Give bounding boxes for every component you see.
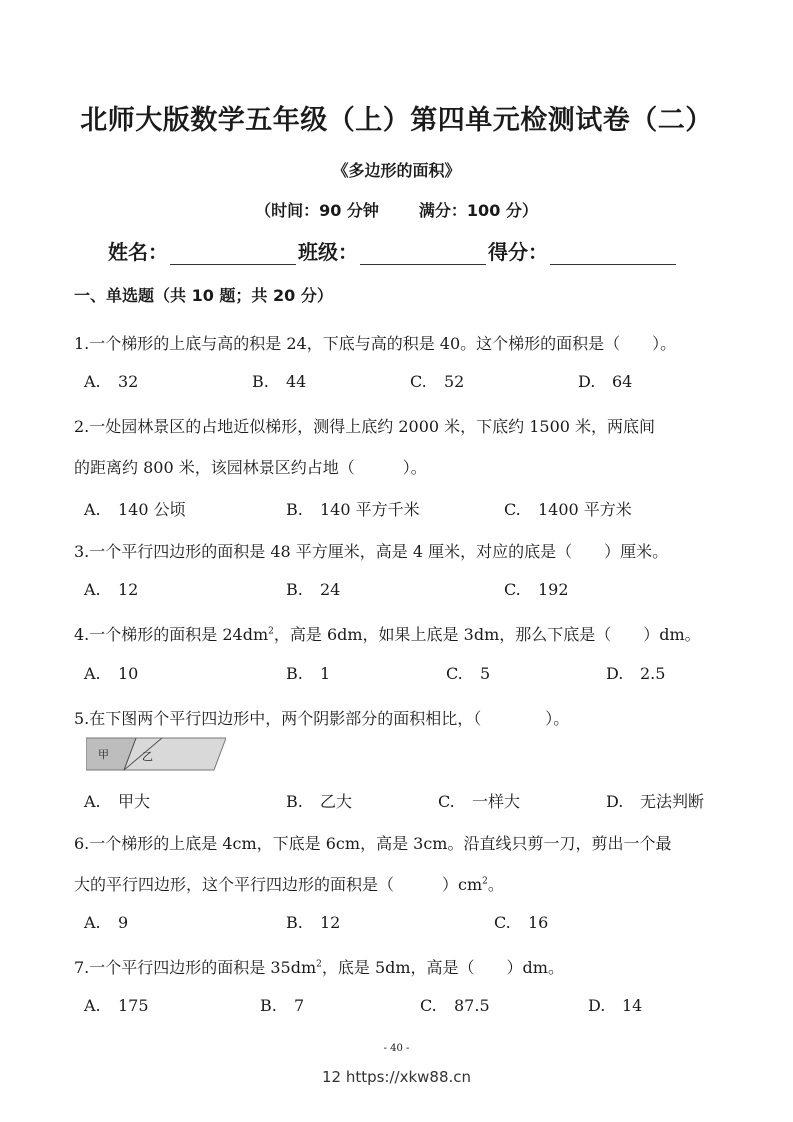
question-3: 3.一个平行四边形的面积是 48 平方厘米，高是 4 厘米，对应的底是（ ）厘米。 [74, 542, 669, 561]
question-4: 4.一个梯形的面积是 $24dm^2$，高是 6dm，如果上底是 3dm，那么下底是（ ）dm。 [74, 625, 701, 644]
figure-label-yi: 乙 [142, 750, 153, 763]
q1-option-a[interactable]: A. 32 [84, 372, 139, 391]
q1-option-b[interactable]: B. 44 [252, 372, 307, 391]
section-heading: 一、单选题（共 10 题；共 20 分） [74, 286, 333, 305]
q6-option-a[interactable]: A. 9 [84, 913, 129, 932]
student-info-line [108, 236, 678, 265]
name-blank[interactable] [170, 244, 296, 265]
q3-option-c[interactable]: C. 192 [504, 580, 569, 599]
class-label: 班级： [298, 240, 358, 264]
question-5: 5.在下图两个平行四边形中，两个阴影部分的面积相比，（ ）。 [74, 709, 570, 728]
question-2-line-1: 2.一处园林景区的占地近似梯形，测得上底约 2000 米，下底约 1500 米，两底间 [74, 417, 656, 436]
q4-option-a[interactable]: A. 10 [84, 664, 139, 683]
page-number: - 40 - [383, 1043, 410, 1054]
q3-option-a[interactable]: A. 12 [84, 580, 139, 599]
q7-option-b[interactable]: B. 7 [260, 996, 305, 1015]
q1-option-d[interactable]: D. 64 [578, 372, 633, 391]
q6-option-c[interactable]: C. 16 [494, 913, 549, 932]
full-score-label: 满分：100 分） [418, 201, 538, 220]
q2-option-b[interactable]: B. 140 平方千米 [286, 500, 420, 519]
exam-title: 北师大版数学五年级（上）第四单元检测试卷（二） [80, 105, 713, 136]
q7-option-a[interactable]: A. 175 [84, 996, 149, 1015]
q4-option-c[interactable]: C. 5 [446, 664, 491, 683]
exam-subtitle: 《多边形的面积》 [332, 161, 461, 180]
q4-option-d[interactable]: D. 2.5 [606, 664, 666, 683]
score-label: 得分： [488, 240, 548, 264]
q7-option-c[interactable]: C. 87.5 [420, 996, 490, 1015]
q5-option-c[interactable]: C. 一样大 [438, 792, 521, 811]
question-7: 7.一个平行四边形的面积是 $35dm^2$，底是 5dm，高是（ ）dm。 [74, 958, 564, 977]
question-1: 1.一个梯形的上底与高的积是 24，下底与高的积是 40。这个梯形的面积是（ ）。 [74, 334, 677, 353]
q2-option-c[interactable]: C. 1400 平方米 [504, 500, 632, 519]
q5-option-d[interactable]: D. 无法判断 [606, 792, 705, 811]
q5-option-a[interactable]: A. 甲大 [84, 792, 151, 811]
time-label: （时间：90 分钟 [255, 201, 379, 220]
exam-time-score [0, 198, 793, 221]
q6-option-b[interactable]: B. 12 [286, 913, 341, 932]
q4-option-b[interactable]: B. 1 [286, 664, 331, 683]
question-2-line-2: 的距离约 800 米，该园林景区约占地（ ）。 [74, 458, 427, 477]
question-6-line-2: 大的平行四边形，这个平行四边形的面积是（ ）$cm^2$。 [74, 875, 504, 894]
question-6-line-1: 6.一个梯形的上底是 4cm，下底是 6cm，高是 3cm。沿直线只剪一刀，剪出一个最 [74, 834, 672, 853]
parallelogram-figure [86, 737, 226, 771]
score-blank[interactable] [550, 244, 676, 265]
q7-option-d[interactable]: D. 14 [588, 996, 643, 1015]
name-label: 姓名： [108, 240, 168, 264]
footer-watermark: 12 https://xkw88.cn [321, 1068, 472, 1086]
q3-option-b[interactable]: B. 24 [286, 580, 341, 599]
q1-option-c[interactable]: C. 52 [410, 372, 465, 391]
q2-option-a[interactable]: A. 140 公顷 [84, 500, 186, 519]
class-blank[interactable] [360, 244, 486, 265]
figure-label-jia: 甲 [98, 748, 109, 761]
q5-option-b[interactable]: B. 乙大 [286, 792, 353, 811]
